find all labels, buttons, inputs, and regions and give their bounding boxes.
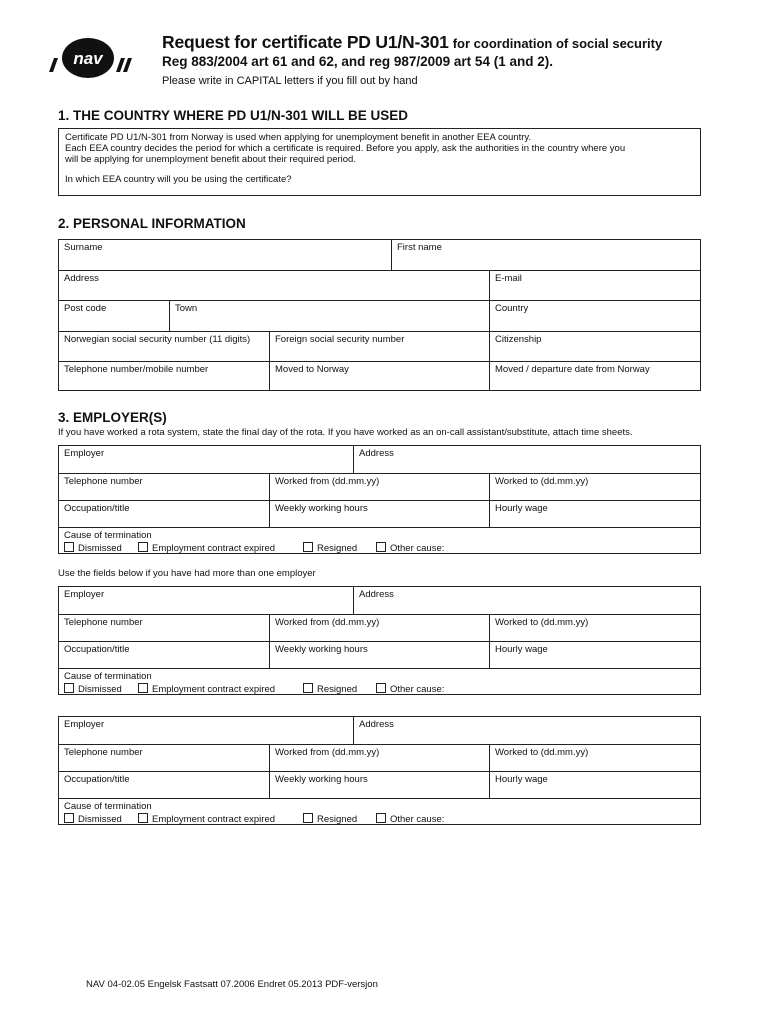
country-field[interactable] <box>489 301 700 331</box>
post-code-label: Post code <box>64 303 107 314</box>
occupation-field[interactable] <box>59 642 269 668</box>
occupation-label: Occupation/title <box>64 503 130 514</box>
dismissed-checkbox[interactable] <box>64 813 74 823</box>
employer-address-field[interactable] <box>353 587 700 614</box>
employer-address-label: Address <box>359 719 394 730</box>
other-cause-label: Other cause: <box>390 814 445 825</box>
nor-ssn-field[interactable] <box>59 332 269 361</box>
cause-label: Cause of termination <box>64 671 152 682</box>
telephone-label: Telephone number/mobile number <box>64 364 209 375</box>
email-label: E-mail <box>495 273 522 284</box>
section1-heading: 1. THE COUNTRY WHERE PD U1/N-301 WILL BE USED <box>58 108 409 123</box>
info-line-2: Each EEA country decides the period for which a certificate is required. Before you apply, ask the authorities in the country where you <box>65 143 626 154</box>
town-field[interactable] <box>169 301 489 331</box>
hourly-wage-field[interactable] <box>489 642 700 668</box>
worked-to-field[interactable] <box>489 474 700 500</box>
dismissed-label: Dismissed <box>78 543 122 554</box>
resigned-checkbox[interactable] <box>303 683 313 693</box>
foreign-ssn-label: Foreign social security number <box>275 334 405 345</box>
employer-telephone-label: Telephone number <box>64 617 143 628</box>
contract-expired-checkbox[interactable] <box>138 542 148 552</box>
personal-info-grid <box>58 239 701 391</box>
nor-ssn-label: Norwegian social security number (11 digits) <box>64 334 251 345</box>
termination-row <box>59 669 700 695</box>
resigned-checkbox[interactable] <box>303 813 313 823</box>
citizenship-field[interactable] <box>489 332 700 361</box>
country-label: Country <box>495 303 529 314</box>
employer-address-label: Address <box>359 448 394 459</box>
dismissed-label: Dismissed <box>78 814 122 825</box>
nav-logo <box>44 36 132 80</box>
surname-label: Surname <box>64 242 103 253</box>
town-label: Town <box>175 303 198 314</box>
rota-note: If you have worked a rota system, state the final day of the rota. If you have worked as an on-call assistant/substitute, attach time sheets. <box>58 427 633 438</box>
form-title: Request for certificate PD U1/N-301 <box>162 32 449 52</box>
eea-country-question: In which EEA country will you be using the certificate? <box>65 174 292 185</box>
weekly-hours-field[interactable] <box>269 642 489 668</box>
employer-grid-1 <box>58 445 701 554</box>
resigned-label: Resigned <box>317 814 358 825</box>
other-cause-label: Other cause: <box>390 543 445 554</box>
contract-expired-checkbox[interactable] <box>138 683 148 693</box>
occupation-label: Occupation/title <box>64 774 130 785</box>
dismissed-checkbox[interactable] <box>64 542 74 552</box>
hourly-wage-field[interactable] <box>489 772 700 798</box>
address-label: Address <box>64 273 99 284</box>
occupation-field[interactable] <box>59 501 269 527</box>
country-box[interactable] <box>58 128 701 196</box>
employer-grid-3 <box>58 716 701 825</box>
worked-to-field[interactable] <box>489 615 700 641</box>
termination-row <box>59 528 700 554</box>
employer-address-field[interactable] <box>353 717 700 744</box>
employer-label: Employer <box>64 589 105 600</box>
employer-field[interactable] <box>59 446 353 473</box>
occupation-field[interactable] <box>59 772 269 798</box>
employer-field[interactable] <box>59 587 353 614</box>
form-subtitle: for coordination of social security <box>452 36 663 51</box>
post-code-field[interactable] <box>59 301 169 331</box>
address-field[interactable] <box>59 271 489 300</box>
foreign-ssn-field[interactable] <box>269 332 489 361</box>
employer-telephone-label: Telephone number <box>64 747 143 758</box>
employer-field[interactable] <box>59 717 353 744</box>
weekly-hours-field[interactable] <box>269 772 489 798</box>
worked-to-label: Worked to (dd.mm.yy) <box>495 476 589 487</box>
hourly-wage-field[interactable] <box>489 501 700 527</box>
other-cause-checkbox[interactable] <box>376 683 386 693</box>
employer-telephone-label: Telephone number <box>64 476 143 487</box>
more-employers-note: Use the fields below if you have had more than one employer <box>58 568 316 579</box>
telephone-field[interactable] <box>59 362 269 390</box>
termination-row <box>59 799 700 825</box>
form-footer: NAV 04-02.05 Engelsk Fastsatt 07.2006 Endret 05.2013 PDF-versjon <box>86 979 378 990</box>
surname-field[interactable] <box>59 240 391 270</box>
first-name-field[interactable] <box>391 240 700 270</box>
other-cause-checkbox[interactable] <box>376 813 386 823</box>
section2-heading: 2. PERSONAL INFORMATION <box>58 216 246 231</box>
weekly-hours-label: Weekly working hours <box>275 644 368 655</box>
resigned-label: Resigned <box>317 543 358 554</box>
worked-from-field[interactable] <box>269 615 489 641</box>
other-cause-checkbox[interactable] <box>376 542 386 552</box>
employer-label: Employer <box>64 448 105 459</box>
other-cause-label: Other cause: <box>390 684 445 695</box>
moved-to-norway-field[interactable] <box>269 362 489 390</box>
form-header <box>162 32 742 87</box>
regulation-reference: Reg 883/2004 art 61 and 62, and reg 987/2009 art 54 (1 and 2). <box>162 54 553 69</box>
employer-grid-2 <box>58 586 701 695</box>
moved-to-norway-label: Moved to Norway <box>275 364 349 375</box>
hourly-wage-label: Hourly wage <box>495 503 548 514</box>
email-field[interactable] <box>489 271 700 300</box>
contract-expired-label: Employment contract expired <box>152 684 276 695</box>
employer-address-field[interactable] <box>353 446 700 473</box>
worked-to-label: Worked to (dd.mm.yy) <box>495 617 589 628</box>
occupation-label: Occupation/title <box>64 644 130 655</box>
weekly-hours-label: Weekly working hours <box>275 774 368 785</box>
first-name-label: First name <box>397 242 442 253</box>
weekly-hours-label: Weekly working hours <box>275 503 368 514</box>
employer-label: Employer <box>64 719 105 730</box>
section3-heading: 3. EMPLOYER(S) <box>58 410 167 425</box>
resigned-checkbox[interactable] <box>303 542 313 552</box>
resigned-label: Resigned <box>317 684 358 695</box>
contract-expired-label: Employment contract expired <box>152 814 276 825</box>
citizenship-label: Citizenship <box>495 334 542 345</box>
employer-telephone-field[interactable] <box>59 745 269 771</box>
worked-from-field[interactable] <box>269 474 489 500</box>
logo-text: nav <box>73 49 103 68</box>
worked-from-label: Worked from (dd.mm.yy) <box>275 476 380 487</box>
cause-label: Cause of termination <box>64 801 152 812</box>
hourly-wage-label: Hourly wage <box>495 644 548 655</box>
contract-expired-label: Employment contract expired <box>152 543 276 554</box>
weekly-hours-field[interactable] <box>269 501 489 527</box>
worked-from-label: Worked from (dd.mm.yy) <box>275 617 380 628</box>
moved-from-norway-field[interactable] <box>489 362 700 390</box>
employer-telephone-field[interactable] <box>59 615 269 641</box>
worked-from-field[interactable] <box>269 745 489 771</box>
worked-to-label: Worked to (dd.mm.yy) <box>495 747 589 758</box>
contract-expired-checkbox[interactable] <box>138 813 148 823</box>
dismissed-label: Dismissed <box>78 684 122 695</box>
worked-to-field[interactable] <box>489 745 700 771</box>
info-line-3: will be applying for unemployment benefit about their required period. <box>65 154 356 165</box>
dismissed-checkbox[interactable] <box>64 683 74 693</box>
info-line-1: Certificate PD U1/N-301 from Norway is used when applying for unemployment benefit in another EEA country. <box>65 132 532 143</box>
employer-telephone-field[interactable] <box>59 474 269 500</box>
moved-from-norway-label: Moved / departure date from Norway <box>495 364 650 375</box>
fill-instruction: Please write in CAPITAL letters if you fill out by hand <box>162 75 418 87</box>
employer-address-label: Address <box>359 589 394 600</box>
cause-label: Cause of termination <box>64 530 152 541</box>
worked-from-label: Worked from (dd.mm.yy) <box>275 747 380 758</box>
hourly-wage-label: Hourly wage <box>495 774 548 785</box>
